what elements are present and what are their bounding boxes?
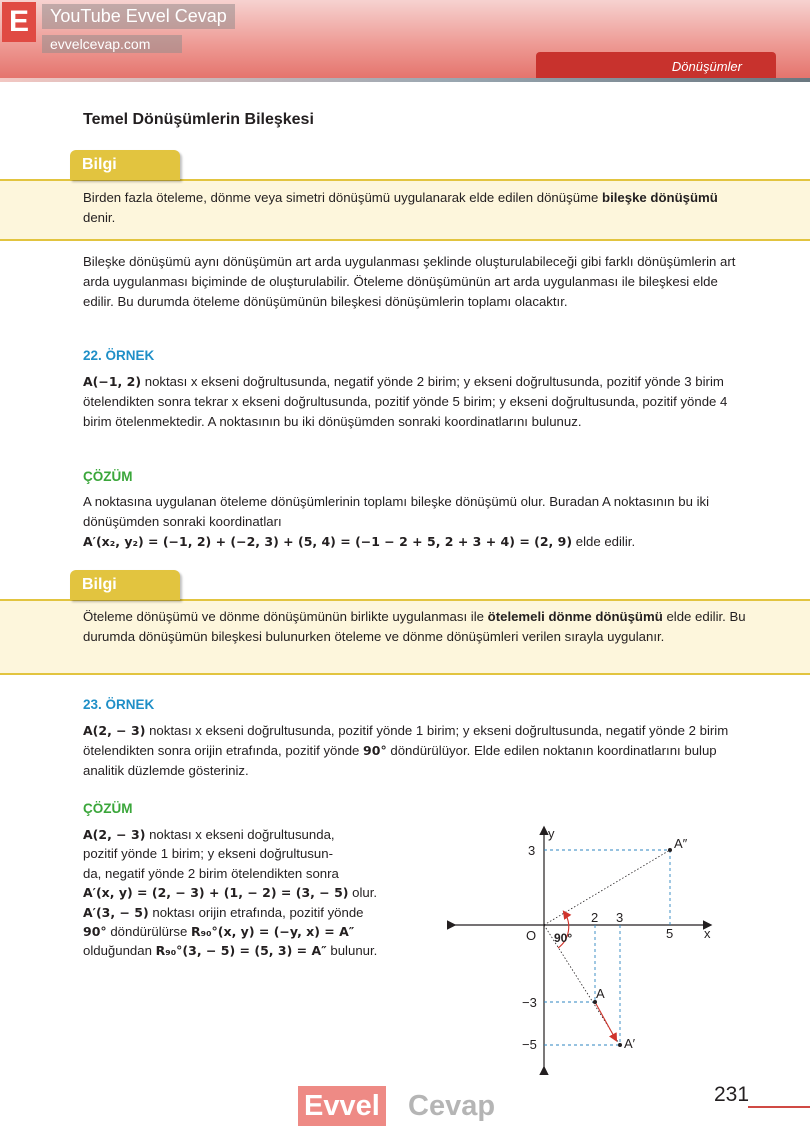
- example-23-heading: 23. ÖRNEK: [83, 697, 155, 712]
- point-a-double-prime-label: A″: [674, 836, 688, 851]
- bilgi-tab-1: Bilgi: [70, 150, 180, 180]
- page-title: Temel Dönüşümlerin Bileşkesi: [83, 111, 314, 128]
- solution-23-text: A(2, − 3) noktası x ekseni doğrultusunda, pozitif yönde 1 birim; y ekseni doğrultusun- da, negatif yönde 2 birim ötelendikten sonra A′(x, y) = (2, − 3) + (1, − 2) = (3, − 5) olur. A′(3, − 5) noktası orijin etrafında, pozitif yönde 90° döndürülürse R₉₀°(x, y) = (−y, x) = A″ olduğundan R₉₀°(3, − 5) = (5, 3) = A″ bulunur.: [83, 827, 378, 959]
- example-23-text: A(2, − 3) noktası x ekseni doğrultusunda, pozitif yönde 1 birim; y ekseni doğrultusunda, negatif yönde 2 birim ötelendikten sonra orijin etrafında, pozitif yönde 90° döndürülüyor. Elde edilen noktanın koordinatlarını bulup analitik düzlemde gösteriniz.: [83, 723, 729, 778]
- bilgi-tab-2: Bilgi: [70, 570, 180, 600]
- section-tab: Dönüşümler: [536, 52, 776, 78]
- y-axis-label: y: [548, 826, 555, 841]
- tick-y-m3: −3: [522, 995, 537, 1010]
- example-23-angle: 90°: [363, 743, 387, 758]
- intro-paragraph: Bileşke dönüşümü aynı dönüşümün art arda uygulanması şeklinde oluşturulabileceği gibi farklı dönüşümlerin art arda uygulanması biçiminde de oluşturulabilir. Öteleme dönüşümünün art arda uygulanması ile bileşkesi elde edilir. Bu durumda öteleme dönüşümünün bileşkesi dönüşümlerin toplamı olacaktır.: [83, 254, 736, 309]
- page-number-rule: [748, 1106, 810, 1108]
- translation-arrow: [595, 1002, 616, 1040]
- example-22-text: A(−1, 2) noktası x ekseni doğrultusunda, negatif yönde 2 birim; y ekseni doğrultusunda, pozitif yönde 3 birim ötelendikten sonra tekrar x ekseni doğrultusunda, pozitif yönde 5 birim; y ekseni doğrultusunda, pozitif yönde 4 birim ötelenmektedir. A noktasının bu iki dönüşümden sonraki koordinatlarını bulunuz.: [83, 374, 728, 429]
- solution-22-formula: A′(x₂, y₂) = (−1, 2) + (−2, 3) + (5, 4) = (−1 − 2 + 5, 2 + 3 + 4) = (2, 9): [83, 534, 573, 549]
- logo-url[interactable]: evvelcevap.com: [42, 35, 182, 53]
- origin-label: O: [526, 928, 537, 943]
- tick-x-3: 3: [616, 910, 624, 925]
- x-axis-label: x: [704, 926, 711, 941]
- point-a-prime: [618, 1043, 622, 1047]
- logo-icon: E: [2, 2, 36, 42]
- point-a-label: A: [596, 986, 605, 1001]
- tick-x-2: 2: [591, 910, 599, 925]
- tick-y-3: 3: [528, 843, 536, 858]
- solution-22-text: A noktasına uygulanan öteleme dönüşümlerinin toplamı bileşke dönüşümü olur. Buradan A noktasının bu iki dönüşümden sonraki koordinatları A′(x₂, y₂) = (−1, 2) + (−2, 3) + (5, 4) = (−1 − 2 + 5, 2 + 3 + 4) = (2, 9) elde edilir.: [83, 494, 710, 549]
- header-divider: [0, 78, 810, 82]
- bilgi-bold-term-1: bileşke dönüşümü: [602, 190, 718, 205]
- solution-22-heading: ÇÖZÜM: [83, 469, 133, 484]
- logo-title[interactable]: YouTube Evvel Cevap: [42, 4, 235, 29]
- bilgi-text-2: Öteleme dönüşümü ve dönme dönüşümünün birlikte uygulanması ile ötelemeli dönme dönüşümü elde edilir. Bu durumda dönüşümün bileşkesi bulunurken öteleme ve dönme dönüşümleri verilen sırayla uygulanır.: [83, 609, 746, 644]
- angle-label: 90°: [554, 931, 573, 945]
- page-number: 231: [714, 1083, 750, 1106]
- bilgi-text-1: Birden fazla öteleme, dönme veya simetri dönüşümü uygulanarak elde edilen dönüşüme bileşke dönüşümü denir.: [83, 190, 718, 225]
- bilgi-bold-term-2: ötelemeli dönme dönüşümü: [487, 609, 663, 624]
- coordinate-plane: [440, 820, 730, 1075]
- example-22-point: A(−1, 2): [83, 374, 142, 389]
- point-a-double-prime: [668, 848, 672, 852]
- solution-23-heading: ÇÖZÜM: [83, 801, 133, 816]
- tick-x-5: 5: [666, 926, 674, 941]
- tick-y-m5: −5: [522, 1037, 537, 1052]
- example-23-point: A(2, − 3): [83, 723, 146, 738]
- example-22-heading: 22. ÖRNEK: [83, 348, 155, 363]
- ray-origin-to-a2: [544, 850, 670, 925]
- point-a-prime-label: A′: [624, 1036, 636, 1051]
